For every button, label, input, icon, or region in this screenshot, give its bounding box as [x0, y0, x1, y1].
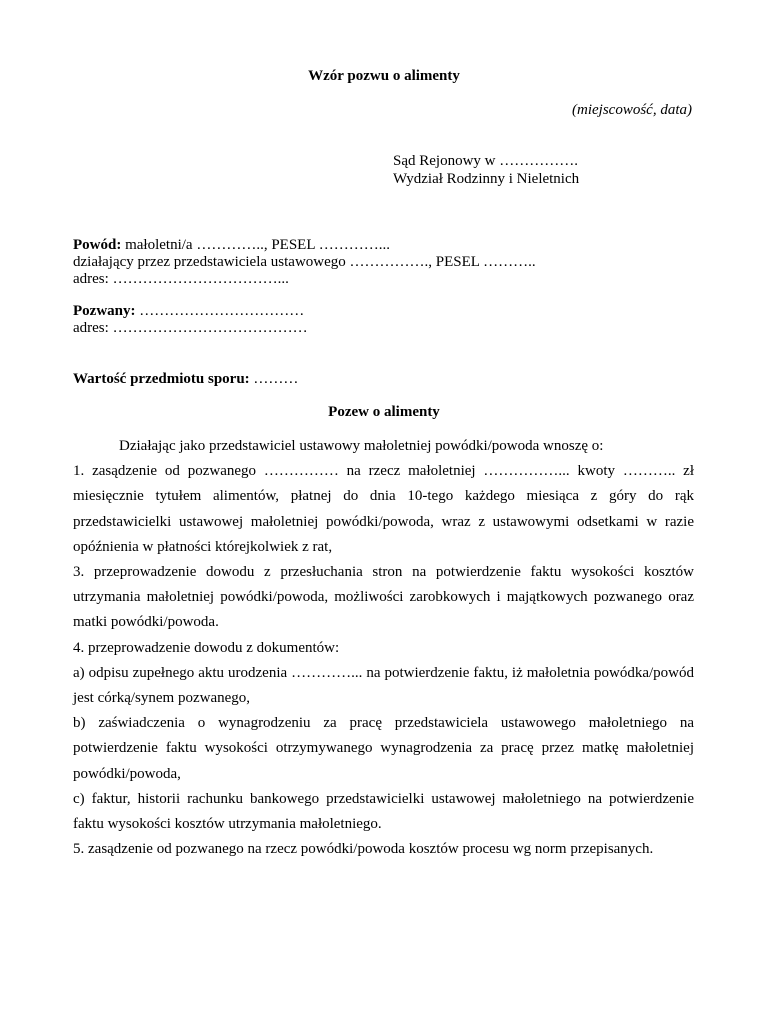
plaintiff-line [73, 237, 536, 254]
claim-item-4: 4. przeprowadzenie dowodu z dokumentów: [73, 639, 340, 656]
plaintiff-details: małoletni/a ………….., PESEL …………... [121, 237, 390, 253]
plaintiff-label: Powód: [73, 237, 122, 253]
court-address [393, 152, 579, 188]
defendant-details: …………………………… [135, 303, 305, 319]
claim-item-4b: b) zaświadczenia o wynagrodzeniu za pracę przedstawiciela ustawowego małoletniego na potwierdzenie faktu wysokości otrzymywanego wynagrodzenia za pracę przez matkę małoletniej powódki/powoda, [73, 715, 694, 782]
claim-intro: Działając jako przedstawiciel ustawowy małoletniej powódki/powoda wnoszę o: [119, 438, 604, 454]
dispute-value-label: Wartość przedmiotu sporu: [73, 371, 250, 387]
claim-item-5: 5. zasądzenie od pozwanego na rzecz powódki/powoda kosztów procesu wg norm przepisanych. [73, 841, 654, 858]
plaintiff-address: adres: ……………………………... [73, 271, 289, 287]
plaintiff-representative: działający przez przedstawiciela ustawowego ……………., PESEL ……….. [73, 254, 536, 270]
dispute-value [73, 371, 298, 388]
defendant-address: adres: ………………………………… [73, 320, 308, 336]
place-date: (miejscowość, data) [572, 102, 692, 118]
claim-body [73, 434, 694, 862]
document-title: Wzór pozwu o alimenty [308, 68, 460, 84]
dispute-value-amount: ……… [249, 371, 299, 387]
claim-item-1: 1. zasądzenie od pozwanego …………… na rzecz małoletniej ……………... kwoty ……….. zł miesięcznie tytułem alimentów, płatnej do dnia 10-tego każdego miesiąca z góry do rąk przedstawicielki ustawowej małoletniej powódki/powoda, wraz z ustawowymi odsetkami w razie opóźnienia w płatności którejkolwiek z rat, [73, 463, 694, 555]
plaintiff-block [73, 237, 536, 288]
section-title: Pozew o alimenty [328, 404, 440, 420]
court-name: Sąd Rejonowy w ……………. [393, 153, 578, 169]
defendant-label: Pozwany: [73, 303, 136, 319]
claim-item-3: 3. przeprowadzenie dowodu z przesłuchania stron na potwierdzenie faktu wysokości kosztów utrzymania małoletniej powódki/powoda, możliwości zarobkowych i majątkowych pozwanego oraz matki powódki/powoda. [73, 564, 694, 631]
claim-item-4c: c) faktur, historii rachunku bankowego przedstawicielki ustawowej małoletniego na potwierdzenie faktu wysokości kosztów utrzymania małoletniego. [73, 790, 694, 833]
claim-item-4a: a) odpisu zupełnego aktu urodzenia …………... na potwierdzenie faktu, iż małoletnia powódka/powód jest córką/synem pozwanego, [73, 664, 694, 707]
court-division: Wydział Rodzinny i Nieletnich [393, 171, 580, 187]
defendant-line [73, 303, 308, 320]
defendant-block [73, 303, 308, 337]
